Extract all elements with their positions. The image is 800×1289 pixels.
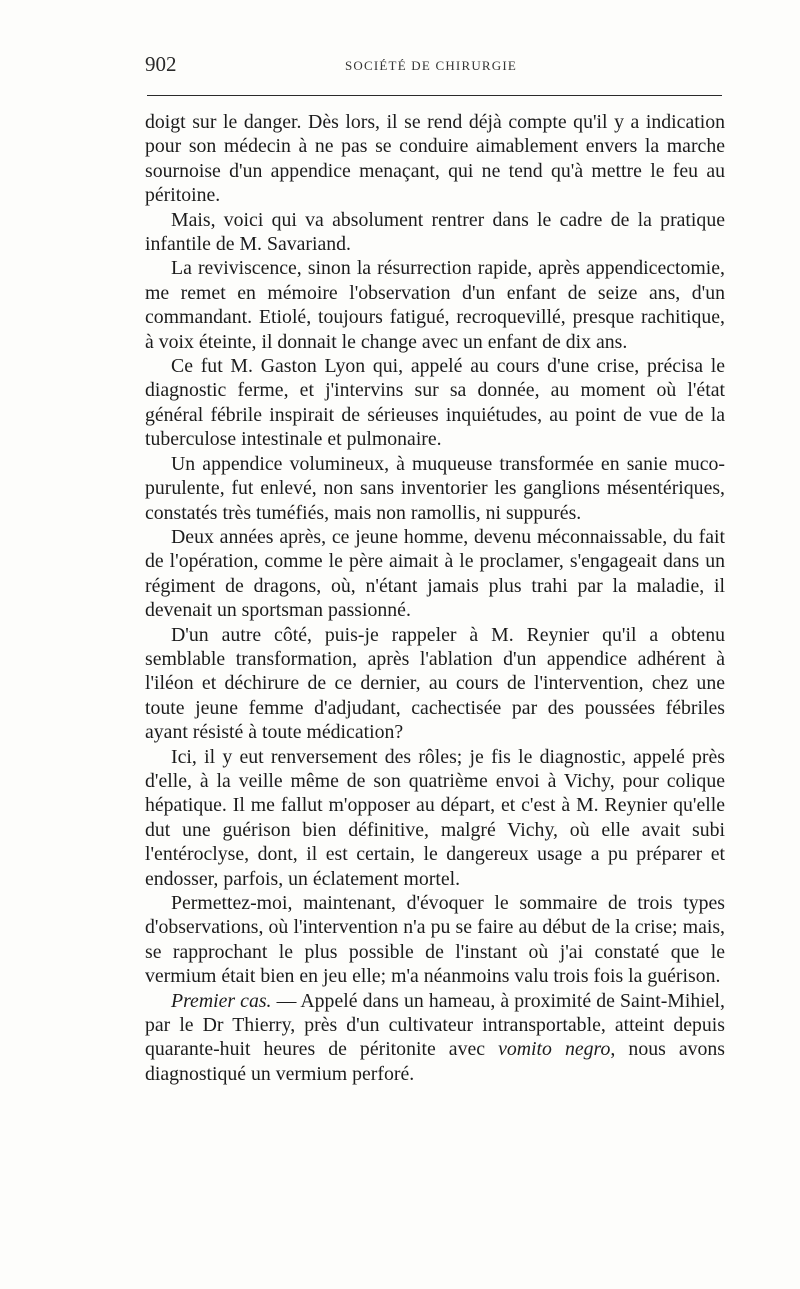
running-title: SOCIÉTÉ DE CHIRURGIE <box>345 58 518 73</box>
paragraph: Mais, voici qui va absolument rentrer dans le cadre de la pratique infantile de M. Savariand. <box>145 208 725 256</box>
case-italic-term: vomito negro <box>498 1038 611 1061</box>
body-text <box>145 110 725 1086</box>
case-text-part: — Appelé dans un hameau, à proximité de Saint-Mihiel, par le Dr Thierry, près d'un cultivateur intransportable, atteint depuis quarante-huit heures de péritonite avec <box>145 989 725 1061</box>
paragraph: doigt sur le danger. Dès lors, il se rend déjà compte qu'il y a indication pour son médecin à ne pas se conduire aimablement envers la marche sournoise d'un appendice menaçant, qui ne tend qu'à mettre le feu au péritoine. <box>145 111 725 207</box>
paragraph: Ce fut M. Gaston Lyon qui, appelé au cours d'une crise, précisa le diagnostic ferme, et j'intervins sur sa donnée, au moment où l'état général fébrile inspirait de sérieuses inquiétudes, au point de vue de la tuberculose intestinale et pulmonaire. <box>145 355 725 451</box>
paragraph: Un appendice volumineux, à muqueuse transformée en sanie muco-purulente, fut enlevé, non sans inventorier les ganglions mésentériques, constatés très tuméfiés, mais non ramollis, ni suppurés. <box>145 452 725 524</box>
paragraph: Permettez-moi, maintenant, d'évoquer le sommaire de trois types d'observations, où l'intervention n'a pu se faire au début de la crise; mais, se rapprochant le plus possible de l'instant où j'ai constaté que le vermium était bien en jeu elle; m'a néanmoins valu trois fois la guérison. <box>145 892 725 988</box>
paragraph: D'un autre côté, puis-je rappeler à M. Reynier qu'il a obtenu semblable transformation, après l'ablation d'un appendice adhérent à l'iléon et déchirure de ce dernier, au cours de l'intervention, chez une toute jeune femme d'adjudant, cachectisée par des poussées fébriles ayant résisté à toute médication? <box>145 623 725 744</box>
paragraph: La reviviscence, sinon la résurrection rapide, après appendicectomie, me remet en mémoire l'observation d'un enfant de seize ans, d'un commandant. Etiolé, toujours fatigué, recroquevillé, presque rachitique, à voix éteinte, il donnait le change avec un enfant de dix ans. <box>145 257 725 353</box>
paragraph-premier-cas <box>145 989 725 1087</box>
paragraph: Deux années après, ce jeune homme, devenu méconnaissable, du fait de l'opération, comme le père aimait à le proclamer, s'engageait dans un régiment de dragons, où, n'étant jamais plus trahi par la maladie, il devenait un sportsman passionné. <box>145 525 725 622</box>
case-text-part: , nous avons diagnostiqué un vermium perforé. <box>145 1038 726 1085</box>
paragraph: Ici, il y eut renversement des rôles; je fis le diagnostic, appelé près d'elle, à la veille même de son quatrième envoi à Vichy, pour colique hépatique. Il me fallut m'opposer au départ, et c'est à M. Reynier qu'elle dut une guérison bien définitive, malgré Vichy, où elle avait subi l'entéroclyse, dont, il est certain, le dangereux usage a pu préparer et endosser, parfois, un éclatement mortel. <box>145 745 725 890</box>
header-rule <box>147 95 722 96</box>
case-heading: Premier cas. <box>171 989 272 1012</box>
page-header <box>145 52 725 82</box>
page-number: 902 <box>145 52 177 76</box>
